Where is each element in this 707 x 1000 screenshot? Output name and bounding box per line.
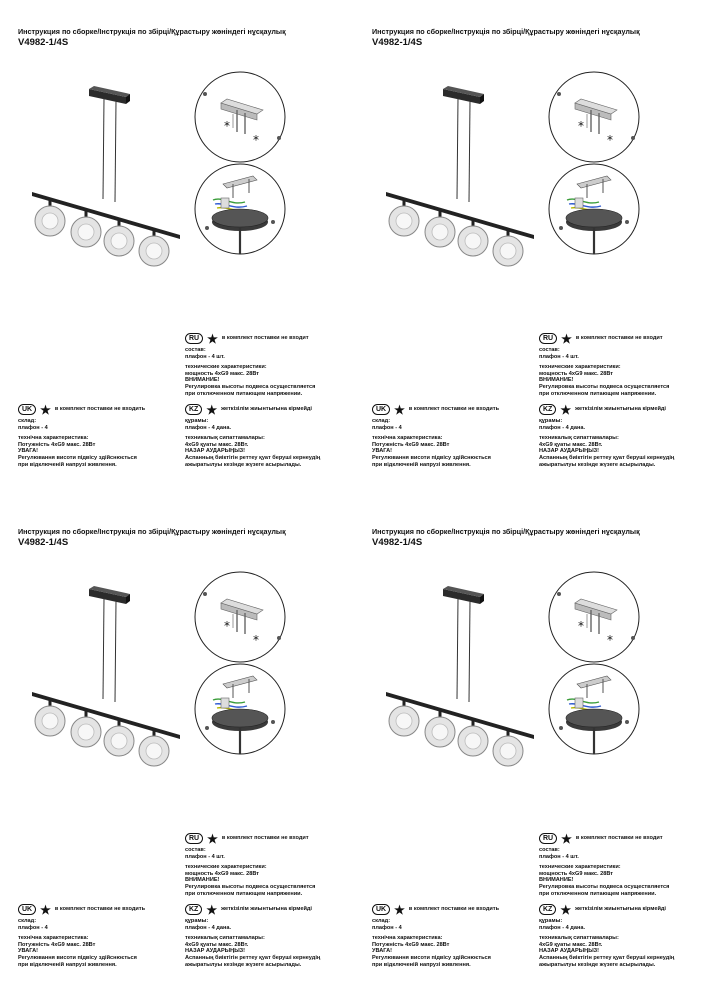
uk-line: при відключеній напрузі живлення. — [372, 961, 471, 968]
ru-block — [185, 833, 315, 897]
uk-not-included-note: в комплект поставки не входить — [408, 406, 500, 413]
instruction-sheet-3 — [0, 500, 353, 1000]
ru-line: ВНИМАНИЕ! — [539, 877, 574, 884]
kz-line: ажыратылуы кезінде жүзеге асырылады. — [539, 961, 656, 968]
wiring-canopy-detail — [193, 662, 287, 756]
star-icon: ★ — [40, 902, 51, 917]
star-icon: ★ — [561, 831, 572, 846]
kz-block — [185, 904, 320, 968]
kz-line: құрамы: — [185, 418, 209, 424]
uk-line: при відключеній напрузі живлення. — [372, 461, 471, 468]
kz-line: плафон - 4 дана. — [185, 924, 232, 931]
star-icon: ★ — [206, 902, 218, 917]
ru-line: технические характеристики: — [185, 364, 267, 371]
uk-line: склад: — [18, 418, 37, 424]
ru-block — [185, 333, 315, 397]
kz-line: ажыратылуы кезінде жүзеге асырылады. — [539, 461, 656, 468]
ru-line: плафон - 4 шт. — [539, 853, 579, 860]
ru-line: мощность 4хG9 макс. 28Вт — [185, 370, 260, 377]
ru-line: состав: — [185, 347, 206, 353]
kz-line: ажыратылуы кезінде жүзеге асырылады. — [185, 461, 302, 468]
ru-line: мощность 4хG9 макс. 28Вт — [185, 870, 260, 877]
ru-line: Регулировка высоты подвеса осуществляется — [539, 383, 670, 390]
uk-line: УВАГА! — [372, 948, 393, 955]
kz-line: 4хG9 қуаты макс. 28Вт. — [185, 941, 249, 948]
ru-block — [539, 333, 669, 397]
kz-line: құрамы: — [539, 918, 563, 924]
uk-block — [372, 904, 499, 968]
ru-line: состав: — [539, 847, 560, 853]
ru-line: при отключенном питающем напряжении. — [185, 390, 303, 397]
kz-language-badge: KZ — [539, 404, 556, 415]
instruction-header: Инструкция по сборке/Інструкція по збірці/Құрастыру жөніндегі нұсқаулық — [372, 27, 640, 36]
kz-language-badge: KZ — [539, 904, 556, 915]
svg-text:*: * — [578, 619, 584, 633]
kz-line: Аспанның биіктігін реттеу қуат беруші кернеудің — [539, 454, 675, 461]
uk-line: УВАГА! — [18, 948, 39, 955]
uk-line: склад: — [372, 418, 391, 424]
ru-language-badge: RU — [185, 333, 203, 344]
kz-line: құрамы: — [185, 918, 209, 924]
star-icon: ★ — [560, 902, 572, 917]
instruction-sheet-1 — [0, 0, 353, 500]
instruction-sheet-4 — [354, 500, 707, 1000]
kz-language-badge: KZ — [185, 404, 202, 415]
kz-block — [539, 404, 674, 468]
uk-block — [18, 904, 145, 968]
uk-line: Потужність 4хG9 макс. 28Вт — [18, 941, 96, 948]
uk-line: плафон - 4 — [372, 924, 402, 931]
ru-line: Регулировка высоты подвеса осуществляется — [539, 883, 670, 890]
star-icon: ★ — [207, 331, 218, 346]
ru-line: ВНИМАНИЕ! — [185, 877, 220, 884]
star-icon: ★ — [207, 831, 218, 846]
uk-line: УВАГА! — [18, 448, 39, 455]
svg-text:*: * — [607, 133, 613, 147]
uk-line: плафон - 4 — [18, 924, 48, 931]
model-number: V4982-1/4S — [18, 37, 69, 48]
uk-language-badge: UK — [372, 904, 390, 915]
ru-line: плафон - 4 шт. — [185, 353, 225, 360]
ru-language-badge: RU — [185, 833, 203, 844]
ru-line: Регулировка высоты подвеса осуществляется — [185, 383, 316, 390]
ru-line: технические характеристики: — [539, 364, 621, 371]
ru-not-included-note: в комплект поставки не входит — [575, 835, 663, 842]
uk-language-badge: UK — [372, 404, 390, 415]
uk-not-included-note: в комплект поставки не входить — [54, 406, 146, 413]
svg-text:*: * — [253, 633, 259, 647]
svg-text:*: * — [224, 619, 230, 633]
ru-not-included-note: в комплект поставки не входит — [575, 335, 663, 342]
uk-line: УВАГА! — [372, 448, 393, 455]
kz-line: Аспанның биіктігін реттеу қуат беруші кернеудің — [185, 954, 321, 961]
ru-line: мощность 4хG9 макс. 28Вт — [539, 870, 614, 877]
uk-block — [18, 404, 145, 468]
ru-line: состав: — [539, 347, 560, 353]
svg-text:*: * — [607, 633, 613, 647]
uk-line: плафон - 4 — [372, 424, 402, 431]
kz-line: НАЗАР АУДАРЫҢЫЗ! — [185, 448, 246, 455]
uk-line: склад: — [372, 918, 391, 924]
model-number: V4982-1/4S — [372, 537, 423, 548]
kz-not-included-note: жеткізілім жиынтығына кірмейді — [221, 406, 312, 413]
wiring-canopy-detail — [193, 162, 287, 256]
svg-text:*: * — [253, 133, 259, 147]
uk-line: плафон - 4 — [18, 424, 48, 431]
uk-line: Регулювання висоти підвісу здійснюється — [18, 454, 137, 461]
uk-language-badge: UK — [18, 904, 36, 915]
ru-language-badge: RU — [539, 333, 557, 344]
uk-language-badge: UK — [18, 404, 36, 415]
uk-line: Потужність 4хG9 макс. 28Вт — [372, 441, 450, 448]
ru-not-included-note: в комплект поставки не входит — [221, 335, 309, 342]
kz-line: техникалық сипаттамалары: — [185, 435, 265, 442]
ru-line: технические характеристики: — [539, 864, 621, 871]
chandelier-illustration — [14, 75, 186, 285]
model-number: V4982-1/4S — [372, 37, 423, 48]
wiring-canopy-detail — [547, 162, 641, 256]
uk-line: при відключеній напрузі живлення. — [18, 961, 117, 968]
uk-line: технічна характеристика: — [18, 435, 89, 442]
chandelier-illustration — [368, 75, 540, 285]
instruction-header: Инструкция по сборке/Інструкція по збірці/Құрастыру жөніндегі нұсқаулық — [18, 527, 286, 536]
model-number: V4982-1/4S — [18, 537, 69, 548]
uk-line: Регулювання висоти підвісу здійснюється — [372, 954, 491, 961]
kz-not-included-note: жеткізілім жиынтығына кірмейді — [221, 906, 312, 913]
kz-line: 4хG9 қуаты макс. 28Вт. — [185, 441, 249, 448]
ru-language-badge: RU — [539, 833, 557, 844]
kz-line: плафон - 4 дана. — [539, 924, 586, 931]
uk-line: технічна характеристика: — [372, 435, 443, 442]
star-icon: ★ — [561, 331, 572, 346]
mounting-bracket-detail — [547, 570, 641, 664]
star-icon: ★ — [560, 402, 572, 417]
chandelier-illustration — [14, 575, 186, 785]
uk-line: Потужність 4хG9 макс. 28Вт — [18, 441, 96, 448]
ru-line: Регулировка высоты подвеса осуществляется — [185, 883, 316, 890]
ru-block — [539, 833, 669, 897]
star-icon: ★ — [394, 402, 405, 417]
kz-line: 4хG9 қуаты макс. 28Вт. — [539, 941, 603, 948]
ru-line: при отключенном питающем напряжении. — [539, 390, 657, 397]
kz-block — [539, 904, 674, 968]
kz-not-included-note: жеткізілім жиынтығына кірмейді — [575, 406, 666, 413]
kz-line: 4хG9 қуаты макс. 28Вт. — [539, 441, 603, 448]
ru-line: при отключенном питающем напряжении. — [539, 890, 657, 897]
instruction-sheet-2 — [354, 0, 707, 500]
uk-line: Регулювання висоти підвісу здійснюється — [18, 954, 137, 961]
ru-line: состав: — [185, 847, 206, 853]
mounting-bracket-detail — [193, 70, 287, 164]
mounting-bracket-detail — [547, 70, 641, 164]
uk-not-included-note: в комплект поставки не входить — [408, 906, 500, 913]
uk-line: при відключеній напрузі живлення. — [18, 461, 117, 468]
kz-line: НАЗАР АУДАРЫҢЫЗ! — [539, 448, 600, 455]
ru-line: технические характеристики: — [185, 864, 267, 871]
svg-text:*: * — [578, 119, 584, 133]
uk-line: Потужність 4хG9 макс. 28Вт — [372, 941, 450, 948]
kz-line: Аспанның биіктігін реттеу қуат беруші кернеудің — [185, 454, 321, 461]
mounting-bracket-detail — [193, 570, 287, 664]
kz-line: плафон - 4 дана. — [185, 424, 232, 431]
chandelier-illustration — [368, 575, 540, 785]
kz-line: техникалық сипаттамалары: — [539, 935, 619, 942]
kz-line: ажыратылуы кезінде жүзеге асырылады. — [185, 961, 302, 968]
uk-not-included-note: в комплект поставки не входить — [54, 906, 146, 913]
svg-text:*: * — [224, 119, 230, 133]
kz-line: НАЗАР АУДАРЫҢЫЗ! — [539, 948, 600, 955]
ru-not-included-note: в комплект поставки не входит — [221, 835, 309, 842]
kz-line: НАЗАР АУДАРЫҢЫЗ! — [185, 948, 246, 955]
kz-line: техникалық сипаттамалары: — [539, 435, 619, 442]
uk-line: технічна характеристика: — [18, 935, 89, 942]
ru-line: плафон - 4 шт. — [539, 353, 579, 360]
star-icon: ★ — [394, 902, 405, 917]
ru-line: ВНИМАНИЕ! — [185, 377, 220, 384]
uk-line: склад: — [18, 918, 37, 924]
star-icon: ★ — [206, 402, 218, 417]
kz-line: техникалық сипаттамалары: — [185, 935, 265, 942]
uk-block — [372, 404, 499, 468]
kz-block — [185, 404, 320, 468]
uk-line: технічна характеристика: — [372, 935, 443, 942]
instruction-header: Инструкция по сборке/Інструкція по збірці/Құрастыру жөніндегі нұсқаулық — [18, 27, 286, 36]
ru-line: мощность 4хG9 макс. 28Вт — [539, 370, 614, 377]
uk-line: Регулювання висоти підвісу здійснюється — [372, 454, 491, 461]
kz-line: Аспанның биіктігін реттеу қуат беруші кернеудің — [539, 954, 675, 961]
instruction-header: Инструкция по сборке/Інструкція по збірці/Құрастыру жөніндегі нұсқаулық — [372, 527, 640, 536]
wiring-canopy-detail — [547, 662, 641, 756]
ru-line: ВНИМАНИЕ! — [539, 377, 574, 384]
kz-line: құрамы: — [539, 418, 563, 424]
kz-not-included-note: жеткізілім жиынтығына кірмейді — [575, 906, 666, 913]
ru-line: плафон - 4 шт. — [185, 853, 225, 860]
kz-line: плафон - 4 дана. — [539, 424, 586, 431]
star-icon: ★ — [40, 402, 51, 417]
ru-line: при отключенном питающем напряжении. — [185, 890, 303, 897]
kz-language-badge: KZ — [185, 904, 202, 915]
